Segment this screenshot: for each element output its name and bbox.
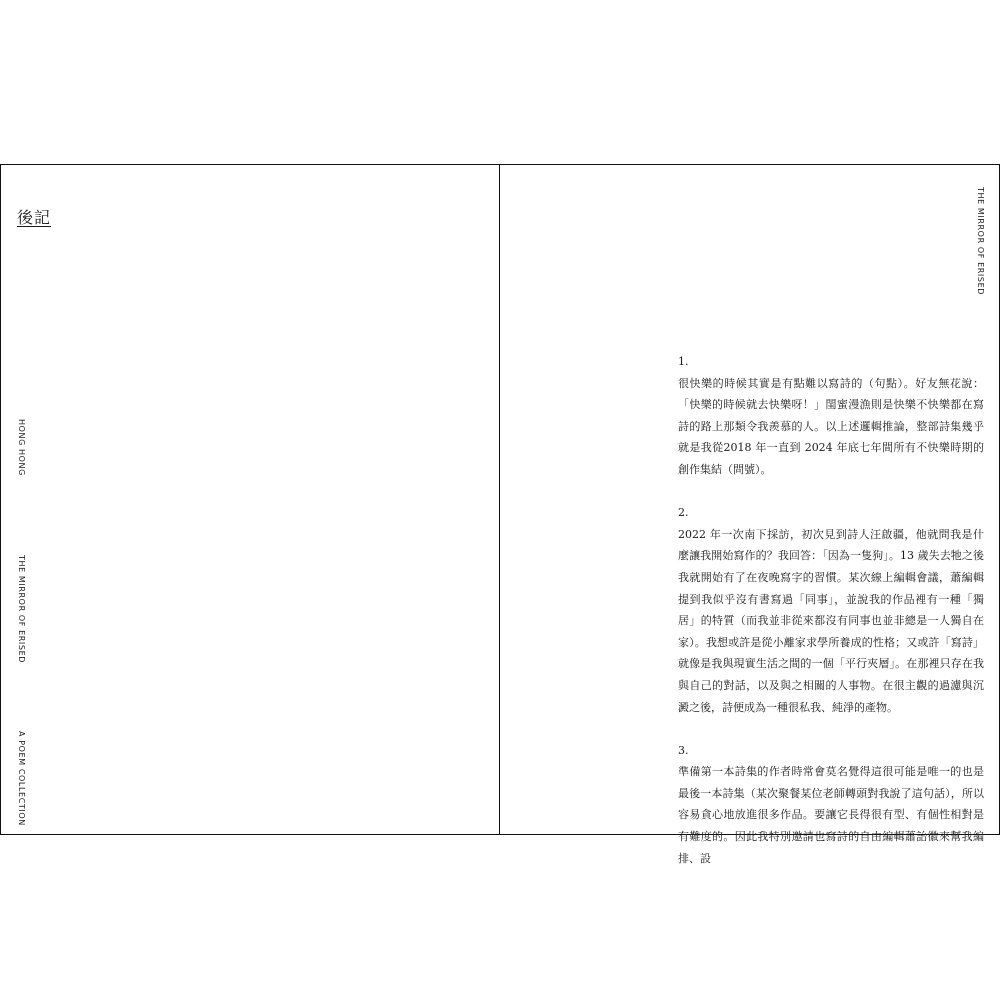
section-number: 3. [678, 743, 689, 757]
chapter-title: 後記 [17, 208, 52, 227]
section-number: 1. [678, 355, 689, 368]
section-1 [678, 351, 984, 481]
right-page [500, 165, 999, 865]
section-3 [678, 740, 984, 870]
book-spread [0, 164, 1000, 865]
vertical-label-book-title: THE MIRROR OF ERISED [17, 555, 26, 663]
running-head: THE MIRROR OF ERISED [976, 187, 985, 295]
vertical-label-subtitle: A POEM COLLECTION [17, 731, 26, 826]
afterword-body [678, 351, 984, 891]
left-page [1, 165, 500, 834]
section-paragraph: 很快樂的時候其實是有點難以寫詩的（句點）。好友無花說：「快樂的時候就去快樂呀！」閨蜜漫漁則是快樂不快樂都在寫詩的路上那類令我羨慕的人。以上述邏輯推論，整部詩集幾乎就是我從2018 年一直到 2024 年底七年間所有不快樂時期的創作集結（問號）。 [678, 376, 984, 476]
section-paragraph: 2022 年一次南下採訪，初次見到詩人汪啟疆，他就問我是什麼讓我開始寫作的？我回答：「因為一隻狗」。13 歲失去牠之後我就開始有了在夜晚寫字的習慣。某次線上編輯會議，蕭編輯提到我似乎沒有書寫過「同事」，並說我的作品裡有一種「獨居」的特質（而我並非從來都沒有同事也並非總是一人獨自在家）。我想或許是從小離家求學所養成的性格；又或許「寫詩」就像是我與現實生活之間的一個「平行夾層」。在那裡只存在我與自己的對話，以及與之相關的人事物。在很主觀的過濾與沉澱之後，詩便成為一種很私我、純淨的產物。 [678, 527, 984, 714]
section-2 [678, 502, 984, 718]
vertical-label-author: HONG HONG [17, 419, 26, 476]
section-number: 2. [678, 506, 689, 520]
section-paragraph: 準備第一本詩集的作者時常會莫名覺得這很可能是唯一的也是最後一本詩集（某次聚餐某位老師轉頭對我說了這句話），所以容易貪心地放進很多作品。要讓它長得很有型、有個性相對是有難度的。因此我特別邀請也寫詩的自由編輯蕭詒徽來幫我編排、設 [678, 765, 984, 865]
